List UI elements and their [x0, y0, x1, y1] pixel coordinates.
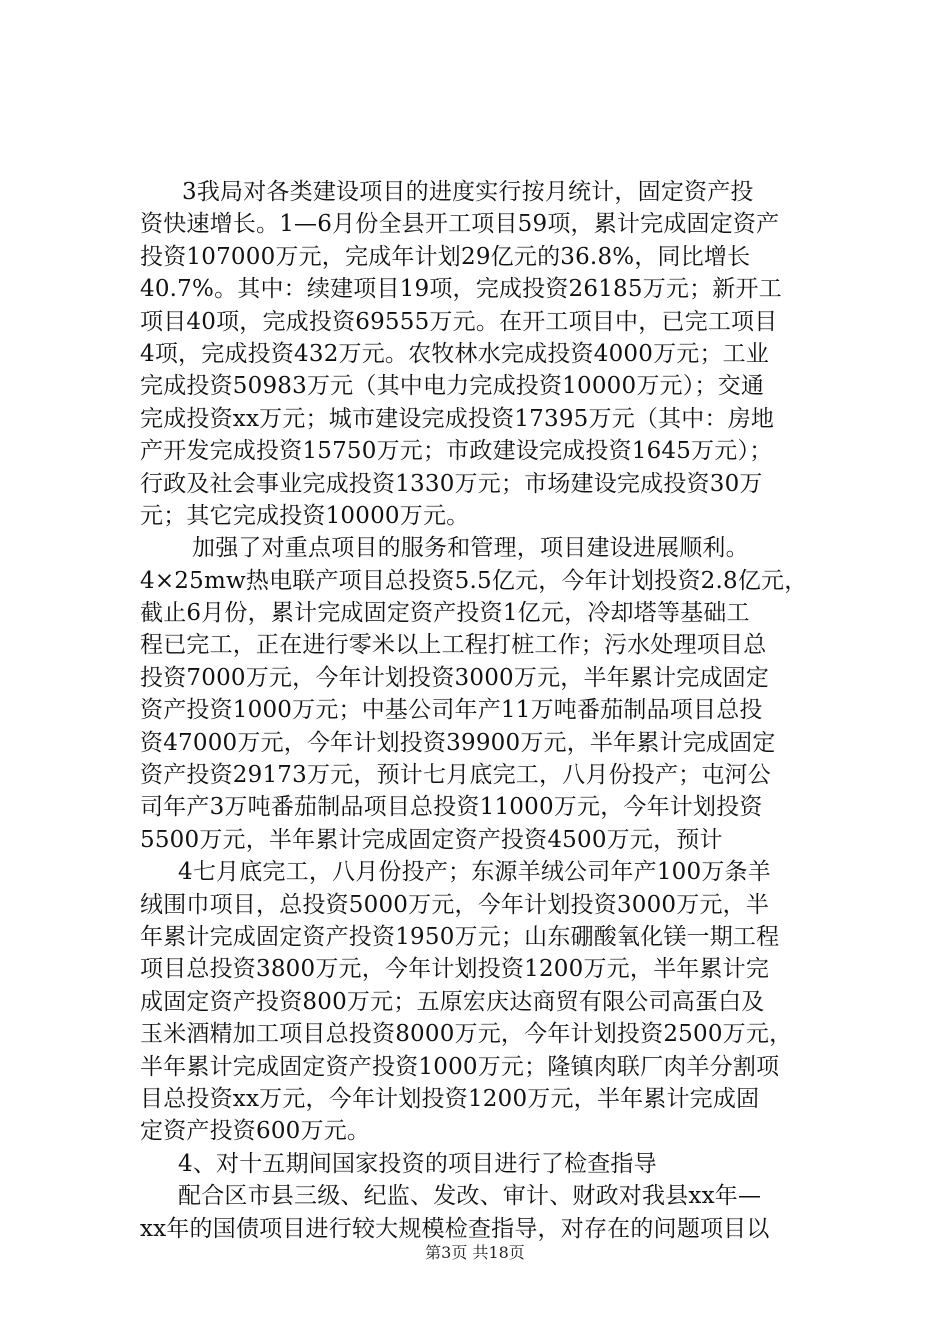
text-line: xx年的国债项目进行较大规模检查指导，对存在的问题项目以 [140, 1215, 770, 1242]
text-line: 配合区市县三级、纪监、发改、审计、财政对我县xx年— [178, 1183, 762, 1210]
text-line: 40.7%。其中：续建项目19项，完成投资26185万元；新开工 [140, 276, 782, 303]
text-line: 资产投资29173万元，预计七月底完工，八月份投产；屯河公 [140, 762, 771, 789]
text-line: 截止6月份，累计完成固定资产投资1亿元，冷却塔等基础工 [140, 600, 750, 627]
text-line: 投资107000万元，完成年计划29亿元的36.8%，同比增长 [140, 243, 751, 270]
text-line: 4项，完成投资432万元。农牧林水完成投资4000万元；工业 [140, 340, 770, 367]
text-line: 项目40项，完成投资69555万元。在开工项目中，已完工项目 [140, 308, 778, 335]
section-heading: 4、对十五期间国家投资的项目进行了检查指导 [178, 1150, 657, 1177]
text-line: 4七月底完工，八月份投产；东源羊绒公司年产100万条羊 [178, 859, 771, 886]
text-line: 项目总投资3800万元，今年计划投资1200万元，半年累计完 [140, 956, 770, 983]
text-line: 成固定资产投资800万元；五原宏庆达商贸有限公司高蛋白及 [140, 988, 765, 1015]
text-line: 定资产投资600万元。 [140, 1118, 371, 1145]
document-body [140, 176, 840, 1245]
text-line: 玉米酒精加工项目总投资8000万元，今年计划投资2500万元， [140, 1021, 793, 1048]
text-line: 资产投资1000万元；中基公司年产11万吨番茄制品项目总投 [140, 697, 763, 724]
text-line: 加强了对重点项目的服务和管理，项目建设进展顺利。 [192, 535, 749, 562]
text-line: 年累计完成固定资产投资1950万元；山东硼酸氧化镁一期工程 [140, 923, 780, 950]
text-line: 资47000万元，今年计划投资39900万元，半年累计完成固定 [140, 729, 776, 756]
text-line: 目总投资xx万元，今年计划投资1200万元，半年累计完成固 [140, 1085, 760, 1112]
text-line: 司年产3万吨番茄制品项目总投资11000万元，今年计划投资 [140, 794, 763, 821]
text-line: 3我局对各类建设项目的进度实行按月统计，固定资产投 [182, 179, 754, 205]
page-number-label: 第3页 共18页 [425, 1243, 525, 1262]
text-line: 完成投资xx万元；城市建设完成投资17395万元（其中：房地 [140, 405, 775, 432]
text-line: 产开发完成投资15750万元；市政建设完成投资1645万元）； [140, 438, 773, 465]
text-line: 投资7000万元，今年计划投资3000万元，半年累计完成固定 [140, 664, 770, 691]
page-footer [0, 1242, 950, 1264]
text-line: 程已完工，正在进行零米以上工程打桩工作；污水处理项目总 [140, 632, 767, 659]
text-line: 绒围巾项目，总投资5000万元，今年计划投资3000万元，半 [140, 891, 770, 918]
text-line: 行政及社会事业完成投资1330万元；市场建设完成投资30万 [140, 470, 763, 497]
text-line: 资快速增长。1—6月份全县开工项目59项，累计完成固定资产 [140, 211, 780, 238]
text-line: 完成投资50983万元（其中电力完成投资10000万元）；交通 [140, 373, 765, 400]
text-line: 半年累计完成固定资产投资1000万元；隆镇肉联厂肉羊分割项 [140, 1053, 780, 1080]
text-line: 4×25mw热电联产项目总投资5.5亿元，今年计划投资2.8亿元， [140, 567, 808, 594]
text-line: 元；其它完成投资10000万元。 [140, 502, 470, 529]
text-line: 5500万元，半年累计完成固定资产投资4500万元，预计 [140, 826, 723, 853]
